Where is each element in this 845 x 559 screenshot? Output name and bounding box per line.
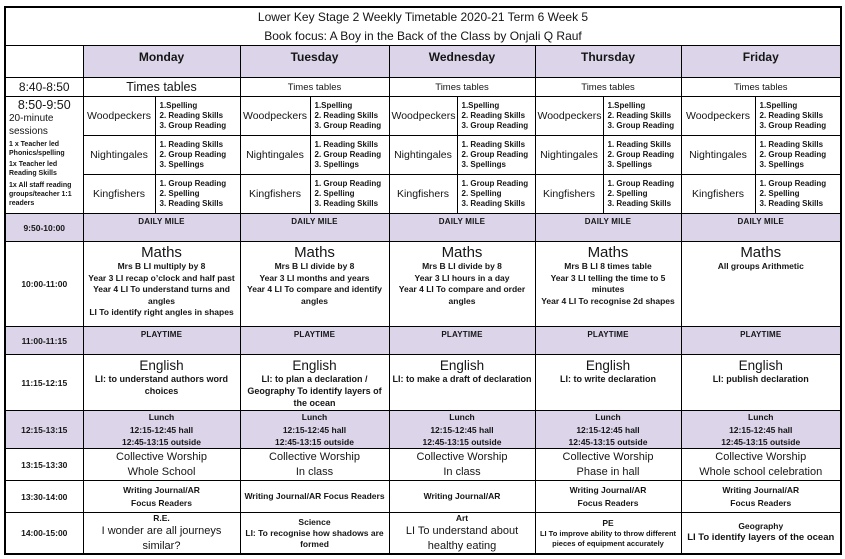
- group-activities: [310, 97, 389, 136]
- text-line: 12:15-12:45 hall: [576, 424, 640, 435]
- group-activities: [457, 136, 535, 175]
- text-line: Year 3 LI recap o’clock and half past: [88, 272, 235, 283]
- afternoon-row: [5, 513, 841, 555]
- daily-mile-thursday: DAILY MILE: [535, 214, 681, 242]
- time-times-tables: 8:40-8:50: [5, 78, 83, 97]
- day-header-monday: Monday: [83, 46, 240, 78]
- worship-heading: Collective Worship: [416, 450, 508, 463]
- daily-mile-tuesday: DAILY MILE: [240, 214, 389, 242]
- text-line: LI: to understand authors word choices: [95, 374, 228, 397]
- activity-line: 1.Spelling: [759, 100, 798, 110]
- text-line: LI: publish declaration: [712, 374, 809, 385]
- activity-line: 1.Spelling: [607, 100, 646, 110]
- time-maths: 10:00-11:00: [5, 242, 83, 327]
- time-english: 11:15-12:15: [5, 355, 83, 411]
- activity-line: 1. Group Reading: [759, 178, 827, 188]
- activity-line: 2. Spelling: [607, 188, 648, 198]
- activity-line: 2. Reading Skills: [759, 110, 824, 120]
- activity-line: 3. Reading Skills: [314, 199, 379, 209]
- sessions-subtitle: 20-minute sessions: [9, 113, 54, 137]
- activity-line: 1. Reading Skills: [461, 139, 526, 149]
- group-row-nightingales: [5, 136, 841, 175]
- time-sessions: 8:50-9:50: [17, 98, 71, 113]
- activity-line: 2. Reading Skills: [314, 110, 379, 120]
- activity-line: 2. Reading Skills: [461, 110, 526, 120]
- text-line: LI: to write declaration: [559, 374, 656, 385]
- text-line: Year 4 LI To recognise 2d shapes: [541, 295, 675, 306]
- text-line: Mrs B LI divide by 8: [422, 261, 502, 272]
- activity-line: 3. Group Reading: [461, 121, 529, 131]
- text-line: 12:45-13:15 outside: [122, 436, 201, 447]
- activity-line: 1. Reading Skills: [314, 139, 379, 149]
- day-header-thursday: Thursday: [535, 46, 681, 78]
- text-line: Phase in hall: [576, 465, 640, 478]
- playtime-monday: PLAYTIME: [83, 327, 240, 355]
- text-line: Writing Journal/AR: [423, 491, 501, 502]
- activity-line: 3. Spellings: [759, 160, 804, 170]
- text-line: 12:45-13:15 outside: [721, 436, 801, 447]
- worship-row: [5, 449, 841, 481]
- activity-line: 1. Group Reading: [159, 178, 227, 188]
- group-name: Woodpeckers: [83, 97, 155, 136]
- text-line: 12:45-13:15 outside: [275, 436, 354, 447]
- session-info-cell: [5, 97, 83, 214]
- sessions-note-3: 1x All staff reading groups/teacher 1:1 readers: [9, 181, 72, 207]
- time-lunch: 12:15-13:15: [5, 411, 83, 449]
- time-worship: 13:15-13:30: [5, 449, 83, 481]
- subject-label: R.E.: [153, 513, 170, 524]
- playtime-wednesday: PLAYTIME: [389, 327, 535, 355]
- maths-heading: Maths: [441, 244, 483, 262]
- playtime-row: [5, 327, 841, 355]
- text-line: Year 4 LI To compare and order angles: [398, 284, 526, 306]
- afternoon-cell-monday: [83, 513, 240, 555]
- text-line: LI To understand about healthy eating: [405, 525, 519, 552]
- text-line: Year 3 LI telling the time to 5 minutes: [550, 272, 666, 295]
- playtime-friday: PLAYTIME: [681, 327, 841, 355]
- text-line: Year 4 LI To understand turns and angles: [93, 284, 230, 306]
- worship-heading: Collective Worship: [269, 450, 360, 463]
- text-line: Writing Journal/AR: [722, 484, 800, 495]
- worship-cell-thursday: [535, 449, 681, 481]
- text-line: Writing Journal/AR: [123, 484, 200, 495]
- group-name: Woodpeckers: [681, 97, 755, 136]
- activity-line: 3. Spellings: [314, 160, 359, 170]
- group-name: Nightingales: [83, 136, 155, 175]
- day-header-tuesday: Tuesday: [240, 46, 389, 78]
- journal-cell-friday: [681, 481, 841, 513]
- text-line: Lunch: [595, 412, 621, 423]
- text-line: Lunch: [148, 412, 175, 423]
- activity-line: 2. Reading Skills: [607, 110, 672, 120]
- group-name: Woodpeckers: [535, 97, 603, 136]
- activity-line: 3. Spellings: [159, 160, 204, 170]
- activity-line: 1. Group Reading: [607, 178, 675, 188]
- activity-line: 1.Spelling: [461, 100, 500, 110]
- lunch-cell-friday: [681, 411, 841, 449]
- activity-line: 2. Spelling: [461, 188, 502, 198]
- time-journal: 13:30-14:00: [5, 481, 83, 513]
- subject-label: Science: [298, 516, 331, 527]
- text-line: LI: To recognise how shadows are formed: [245, 527, 384, 549]
- group-activities: [310, 136, 389, 175]
- group-activities: [155, 136, 240, 175]
- weekly-timetable: [4, 6, 842, 555]
- time-daily-mile: 9:50-10:00: [5, 214, 83, 242]
- text-line: Lunch: [449, 412, 475, 423]
- text-line: Lunch: [748, 412, 774, 423]
- activity-line: 2. Spelling: [159, 188, 200, 198]
- maths-cell-friday: [681, 242, 841, 327]
- text-line: Focus Readers: [131, 497, 192, 508]
- lunch-cell-thursday: [535, 411, 681, 449]
- activity-line: 2. Group Reading: [607, 149, 675, 159]
- text-line: Lunch: [301, 412, 328, 423]
- activity-line: 3. Spellings: [607, 160, 652, 170]
- daily-mile-row: [5, 214, 841, 242]
- corner-cell: [5, 46, 83, 78]
- afternoon-cell-tuesday: [240, 513, 389, 555]
- group-activities: [155, 175, 240, 214]
- times-tables-friday: Times tables: [681, 78, 841, 97]
- activity-line: 2. Reading Skills: [159, 110, 224, 120]
- maths-heading: Maths: [294, 244, 335, 262]
- afternoon-cell-wednesday: [389, 513, 535, 555]
- activity-line: 2. Group Reading: [759, 149, 827, 159]
- worship-cell-wednesday: [389, 449, 535, 481]
- text-line: 12:15-12:45 hall: [430, 424, 494, 435]
- activity-line: 1. Group Reading: [461, 178, 529, 188]
- activity-line: 3. Reading Skills: [159, 199, 224, 209]
- activity-line: 3. Group Reading: [759, 121, 827, 131]
- activity-line: 2. Spelling: [759, 188, 800, 198]
- group-name: Woodpeckers: [240, 97, 310, 136]
- worship-heading: Collective Worship: [562, 450, 654, 463]
- group-activities: [603, 136, 681, 175]
- activity-line: 1. Group Reading: [314, 178, 382, 188]
- times-tables-thursday: Times tables: [535, 78, 681, 97]
- journal-row: [5, 481, 841, 513]
- afternoon-cell-thursday: [535, 513, 681, 555]
- time-afternoon: 14:00-15:00: [5, 513, 83, 555]
- journal-cell-thursday: [535, 481, 681, 513]
- text-line: Mrs B LI 8 times table: [564, 261, 652, 272]
- maths-cell-wednesday: [389, 242, 535, 327]
- title-row: [5, 7, 841, 46]
- maths-cell-monday: [83, 242, 240, 327]
- text-line: LI: to plan a declaration / Geography To identify layers of the ocean: [247, 374, 382, 409]
- lunch-cell-wednesday: [389, 411, 535, 449]
- group-activities: [457, 97, 535, 136]
- text-line: In class: [443, 465, 481, 478]
- group-activities: [457, 175, 535, 214]
- english-cell-thursday: [535, 355, 681, 411]
- activity-line: 3. Group Reading: [159, 121, 227, 131]
- group-name: Nightingales: [389, 136, 457, 175]
- activity-line: 2. Group Reading: [159, 149, 227, 159]
- group-activities: [755, 175, 841, 214]
- group-name: Nightingales: [240, 136, 310, 175]
- english-row: [5, 355, 841, 411]
- times-tables-tuesday: Times tables: [240, 78, 389, 97]
- group-activities: [310, 175, 389, 214]
- playtime-thursday: PLAYTIME: [535, 327, 681, 355]
- text-line: Mrs B LI divide by 8: [274, 261, 355, 272]
- activity-line: 1. Reading Skills: [607, 139, 672, 149]
- group-name: Nightingales: [681, 136, 755, 175]
- group-name: Kingfishers: [83, 175, 155, 214]
- day-header-friday: Friday: [681, 46, 841, 78]
- journal-cell-tuesday: [240, 481, 389, 513]
- afternoon-cell-friday: [681, 513, 841, 555]
- playtime-tuesday: PLAYTIME: [240, 327, 389, 355]
- english-cell-tuesday: [240, 355, 389, 411]
- text-line: Year 3 LI hours in a day: [414, 272, 510, 283]
- english-cell-monday: [83, 355, 240, 411]
- activity-line: 1. Reading Skills: [159, 139, 224, 149]
- english-cell-wednesday: [389, 355, 535, 411]
- group-activities: [755, 136, 841, 175]
- group-row-kingfishers: [5, 175, 841, 214]
- text-line: 12:15-12:45 hall: [729, 424, 793, 435]
- worship-heading: Collective Worship: [715, 450, 807, 463]
- sessions-note-1: 1 x Teacher led Phonics/spelling: [9, 141, 65, 158]
- activity-line: 2. Group Reading: [314, 149, 382, 159]
- text-line: LI To identify layers of the ocean: [687, 532, 835, 544]
- english-heading: English: [585, 358, 631, 374]
- text-line: All groups Arithmetic: [717, 261, 804, 272]
- maths-heading: Maths: [587, 244, 629, 262]
- group-name: Woodpeckers: [389, 97, 457, 136]
- group-activities: [755, 97, 841, 136]
- maths-cell-tuesday: [240, 242, 389, 327]
- text-line: Whole School: [127, 465, 196, 478]
- day-header-row: [5, 46, 841, 78]
- group-activities: [603, 97, 681, 136]
- worship-cell-monday: [83, 449, 240, 481]
- activity-line: 3. Group Reading: [607, 121, 675, 131]
- text-line: Whole school celebration: [699, 465, 823, 478]
- english-heading: English: [738, 358, 783, 374]
- group-activities: [603, 175, 681, 214]
- times-tables-row: [5, 78, 841, 97]
- activity-line: 3. Reading Skills: [759, 199, 824, 209]
- daily-mile-monday: DAILY MILE: [83, 214, 240, 242]
- text-line: Writing Journal/AR: [569, 484, 647, 495]
- times-tables-wednesday: Times tables: [389, 78, 535, 97]
- timetable-title: Lower Key Stage 2 Weekly Timetable 2020-21 Term 6 Week 5: [257, 10, 589, 24]
- lunch-cell-monday: [83, 411, 240, 449]
- text-line: Year 3 LI months and years: [259, 272, 370, 283]
- text-line: In class: [295, 465, 334, 478]
- lunch-cell-tuesday: [240, 411, 389, 449]
- maths-row: [5, 242, 841, 327]
- activity-line: 1.Spelling: [159, 100, 198, 110]
- group-name: Nightingales: [535, 136, 603, 175]
- maths-heading: Maths: [740, 244, 782, 262]
- journal-cell-monday: [83, 481, 240, 513]
- subject-label: Geography: [738, 521, 784, 532]
- text-line: LI To identify right angles in shapes: [89, 307, 234, 318]
- english-heading: English: [292, 358, 337, 374]
- daily-mile-friday: DAILY MILE: [681, 214, 841, 242]
- text-line: Mrs B LI multiply by 8: [117, 261, 206, 272]
- journal-cell-wednesday: [389, 481, 535, 513]
- text-line: Focus Readers: [577, 497, 639, 508]
- activity-line: 1. Reading Skills: [759, 139, 824, 149]
- activity-line: 2. Group Reading: [461, 149, 529, 159]
- activity-line: 3. Reading Skills: [607, 199, 672, 209]
- group-name: Kingfishers: [535, 175, 603, 214]
- group-name: Kingfishers: [240, 175, 310, 214]
- text-line: LI: to make a draft of declaration: [392, 374, 532, 385]
- worship-heading: Collective Worship: [116, 450, 207, 463]
- group-row-woodpeckers: [5, 97, 841, 136]
- maths-heading: Maths: [141, 244, 182, 262]
- subject-label: Art: [455, 513, 469, 524]
- timetable-title-cell: [5, 7, 841, 46]
- text-line: Writing Journal/AR Focus Readers: [244, 491, 385, 502]
- group-name: Kingfishers: [681, 175, 755, 214]
- group-activities: [155, 97, 240, 136]
- activity-line: 3. Spellings: [461, 160, 506, 170]
- times-tables-monday: Times tables: [83, 78, 240, 97]
- worship-cell-friday: [681, 449, 841, 481]
- activity-line: 3. Group Reading: [314, 121, 382, 131]
- sessions-note-2: 1x Teacher led Reading Skills: [9, 161, 58, 178]
- text-line: I wonder are all journeys similar?: [101, 525, 222, 552]
- lunch-row: [5, 411, 841, 449]
- activity-line: 3. Reading Skills: [461, 199, 526, 209]
- english-cell-friday: [681, 355, 841, 411]
- text-line: LI To improve ability to throw different pieces of equipment accurately: [539, 528, 677, 548]
- text-line: Year 4 LI To compare and identify angles: [247, 284, 382, 306]
- group-name: Kingfishers: [389, 175, 457, 214]
- text-line: 12:15-12:45 hall: [129, 424, 194, 435]
- activity-line: 1.Spelling: [314, 100, 353, 110]
- text-line: 12:45-13:15 outside: [568, 436, 648, 447]
- activity-line: 2. Spelling: [314, 188, 355, 198]
- english-heading: English: [139, 358, 184, 374]
- maths-cell-thursday: [535, 242, 681, 327]
- day-header-wednesday: Wednesday: [389, 46, 535, 78]
- subject-label: PE: [602, 517, 614, 528]
- time-playtime: 11:00-11:15: [5, 327, 83, 355]
- worship-cell-tuesday: [240, 449, 389, 481]
- text-line: Focus Readers: [730, 497, 792, 508]
- text-line: 12:15-12:45 hall: [282, 424, 347, 435]
- daily-mile-wednesday: DAILY MILE: [389, 214, 535, 242]
- book-focus: Book focus: A Boy in the Back of the Class by Onjali Q Rauf: [264, 28, 582, 43]
- text-line: 12:45-13:15 outside: [422, 436, 502, 447]
- english-heading: English: [439, 358, 485, 374]
